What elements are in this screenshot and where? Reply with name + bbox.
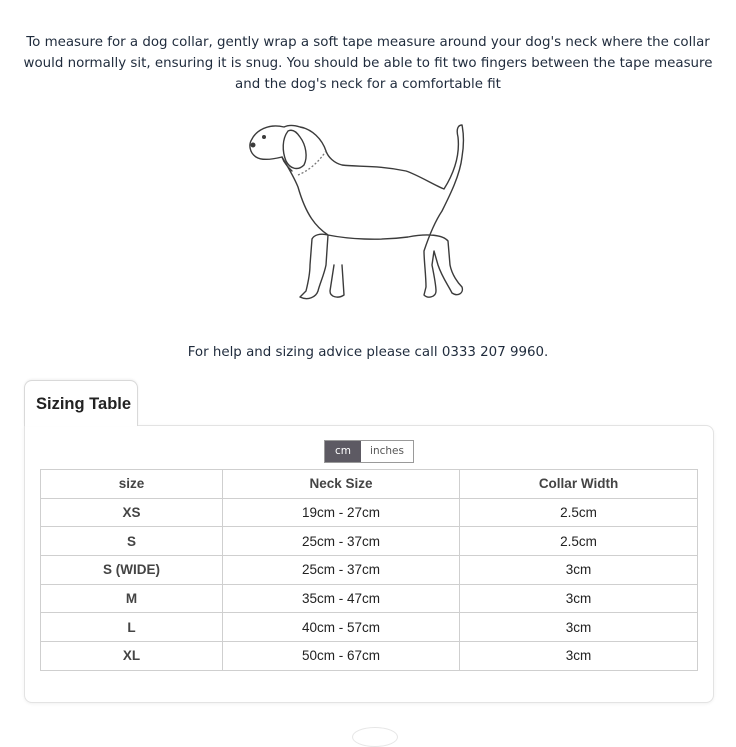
header-neck-size: Neck Size [223,470,460,499]
cell-collar-width: 3cm [460,642,698,671]
cell-collar-width: 2.5cm [460,527,698,556]
unit-toggle [324,440,414,463]
cell-size: S [41,527,223,556]
cell-size: XS [41,498,223,527]
cell-neck-size: 25cm - 37cm [223,527,460,556]
unit-cm-button[interactable]: cm [325,441,361,462]
table-header-row [41,470,698,499]
table-row [41,498,698,527]
cell-neck-size: 40cm - 57cm [223,613,460,642]
cell-collar-width: 3cm [460,584,698,613]
header-collar-width: Collar Width [460,470,698,499]
table-row [41,527,698,556]
cell-size: L [41,613,223,642]
tab-sizing-table-label: Sizing Table [36,395,132,413]
intro-text: To measure for a dog collar, gently wrap a soft tape measure around your dog's neck where the collar would normally sit, ensuring it is snug. You should be able to fit two fingers between the tape measure and the dog's neck for a comfortable fit [23,35,713,92]
table-row [41,584,698,613]
cell-size: S (WIDE) [41,556,223,585]
cell-collar-width: 2.5cm [460,498,698,527]
help-text: For help and sizing advice please call 0333 207 9960. [187,345,549,360]
cell-neck-size: 50cm - 67cm [223,642,460,671]
scroll-indicator [352,727,398,747]
table-row [41,556,698,585]
table-row [41,642,698,671]
tab-sizing-table[interactable] [24,380,138,426]
unit-inches-button[interactable]: inches [361,441,413,462]
table-row [41,613,698,642]
cell-collar-width: 3cm [460,556,698,585]
cell-size: M [41,584,223,613]
cell-neck-size: 35cm - 47cm [223,584,460,613]
cell-neck-size: 19cm - 27cm [223,498,460,527]
header-size: size [41,470,223,499]
cell-neck-size: 25cm - 37cm [223,556,460,585]
cell-size: XL [41,642,223,671]
dog-measurement-illustration [238,115,498,310]
cell-collar-width: 3cm [460,613,698,642]
sizing-table [40,469,698,671]
